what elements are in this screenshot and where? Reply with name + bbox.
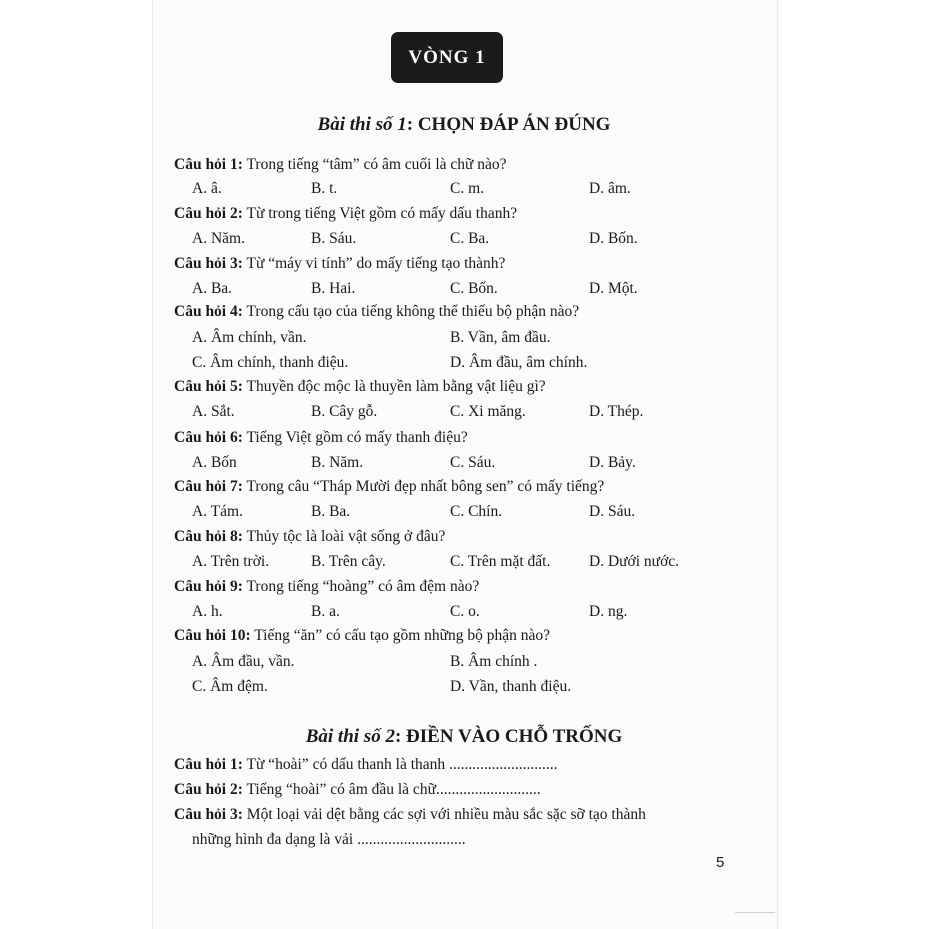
- s1-q6-option-c: C. Sáu.: [450, 454, 496, 471]
- s1-question-1: Câu hỏi 1: Trong tiếng “tâm” có âm cuối là chữ nào?: [174, 156, 507, 173]
- s1-q2-option-d: D. Bốn.: [589, 230, 638, 247]
- s1-q3-option-d: D. Một.: [589, 280, 638, 297]
- s1-question-8: Câu hỏi 8: Thủy tộc là loài vật sống ở đâu?: [174, 528, 446, 545]
- section2-heading: : ĐIỀN VÀO CHỖ TRỐNG: [394, 726, 623, 747]
- s2-question-3: Câu hỏi 3: Một loại vải dệt bằng các sợi với nhiều màu sắc sặc sỡ tạo thành: [174, 806, 646, 823]
- s1-q1-option-d: D. âm.: [589, 180, 631, 197]
- s1-q8-option-c: C. Trên mặt đất.: [450, 553, 551, 570]
- s1-q1-option-a: A. â.: [192, 180, 222, 197]
- s1-q4-option-d: D. Âm đầu, âm chính.: [450, 354, 588, 371]
- footer-rule: [735, 912, 775, 913]
- section1-title: [152, 114, 776, 136]
- s1-q2-option-b: B. Sáu.: [311, 230, 357, 247]
- section1-prefix: Bài thi số 1: [317, 114, 407, 135]
- round-title: VÒNG 1: [408, 46, 486, 68]
- s1-q7-option-a: A. Tám.: [192, 503, 243, 520]
- s1-question-4: Câu hỏi 4: Trong cấu tạo của tiếng không thể thiếu bộ phận nào?: [174, 303, 580, 320]
- s1-q1-option-b: B. t.: [311, 180, 338, 197]
- s1-q1-option-c: C. m.: [450, 180, 485, 197]
- s1-q8-option-b: B. Trên cây.: [311, 553, 386, 570]
- s1-question-6: Câu hỏi 6: Tiếng Việt gồm có mấy thanh điệu?: [174, 429, 468, 446]
- s1-q9-option-b: B. a.: [311, 603, 340, 620]
- s1-question-10: Câu hỏi 10: Tiếng “ăn” có cấu tạo gồm những bộ phận nào?: [174, 627, 551, 644]
- s1-q5-option-a: A. Sắt.: [192, 403, 235, 420]
- s1-q10-option-c: C. Âm đệm.: [192, 678, 268, 695]
- s1-q6-option-b: B. Năm.: [311, 454, 364, 471]
- s1-q4-option-a: A. Âm chính, vần.: [192, 329, 307, 346]
- s1-question-7: Câu hỏi 7: Trong câu “Tháp Mười đẹp nhất bông sen” có mấy tiếng?: [174, 478, 605, 495]
- s1-q3-option-b: B. Hai.: [311, 280, 356, 297]
- s1-q2-option-c: C. Ba.: [450, 230, 490, 247]
- s1-q3-option-a: A. Ba.: [192, 280, 233, 297]
- s1-q10-option-d: D. Vần, thanh điệu.: [450, 678, 572, 695]
- s1-q5-option-c: C. Xi măng.: [450, 403, 526, 420]
- s1-q4-option-c: C. Âm chính, thanh điệu.: [192, 354, 349, 371]
- s1-question-5: Câu hỏi 5: Thuyền độc mộc là thuyền làm bằng vật liệu gì?: [174, 378, 546, 395]
- s2-question-3-continuation: những hình đa dạng là vải ............................: [192, 831, 466, 848]
- s1-q10-option-a: A. Âm đầu, vần.: [192, 653, 295, 670]
- s1-q5-option-b: B. Cây gỗ.: [311, 403, 378, 420]
- s2-question-2: Câu hỏi 2: Tiếng “hoài” có âm đầu là chữ...........................: [174, 781, 541, 798]
- section1-heading: : CHỌN ĐÁP ÁN ĐÚNG: [406, 114, 611, 135]
- s1-q10-option-b: B. Âm chính .: [450, 653, 538, 670]
- page-number: 5: [716, 854, 725, 871]
- s1-q9-option-d: D. ng.: [589, 603, 628, 620]
- s1-q9-option-a: A. h.: [192, 603, 223, 620]
- s1-question-9: Câu hỏi 9: Trong tiếng “hoàng” có âm đệm nào?: [174, 578, 480, 595]
- s1-q8-option-a: A. Trên trời.: [192, 553, 270, 570]
- s1-q7-option-d: D. Sáu.: [589, 503, 636, 520]
- s1-q6-option-a: A. Bốn: [192, 454, 237, 471]
- s1-q7-option-c: C. Chín.: [450, 503, 503, 520]
- s1-q2-option-a: A. Năm.: [192, 230, 245, 247]
- section2-prefix: Bài thi số 2: [305, 726, 395, 747]
- s1-q5-option-d: D. Thép.: [589, 403, 644, 420]
- round-banner: [391, 32, 503, 83]
- s1-q8-option-d: D. Dưới nước.: [589, 553, 680, 570]
- s1-question-2: Câu hỏi 2: Từ trong tiếng Việt gồm có mấy dấu thanh?: [174, 205, 518, 222]
- s1-q3-option-c: C. Bốn.: [450, 280, 498, 297]
- s1-q9-option-c: C. o.: [450, 603, 480, 620]
- s2-question-1: Câu hỏi 1: Từ “hoài” có dấu thanh là thanh ............................: [174, 756, 558, 773]
- s1-question-3: Câu hỏi 3: Từ “máy vi tính” do mấy tiếng tạo thành?: [174, 255, 506, 272]
- s1-q7-option-b: B. Ba.: [311, 503, 351, 520]
- section2-title: [152, 726, 776, 748]
- s1-q6-option-d: D. Bảy.: [589, 454, 636, 471]
- s1-q4-option-b: B. Vần, âm đầu.: [450, 329, 551, 346]
